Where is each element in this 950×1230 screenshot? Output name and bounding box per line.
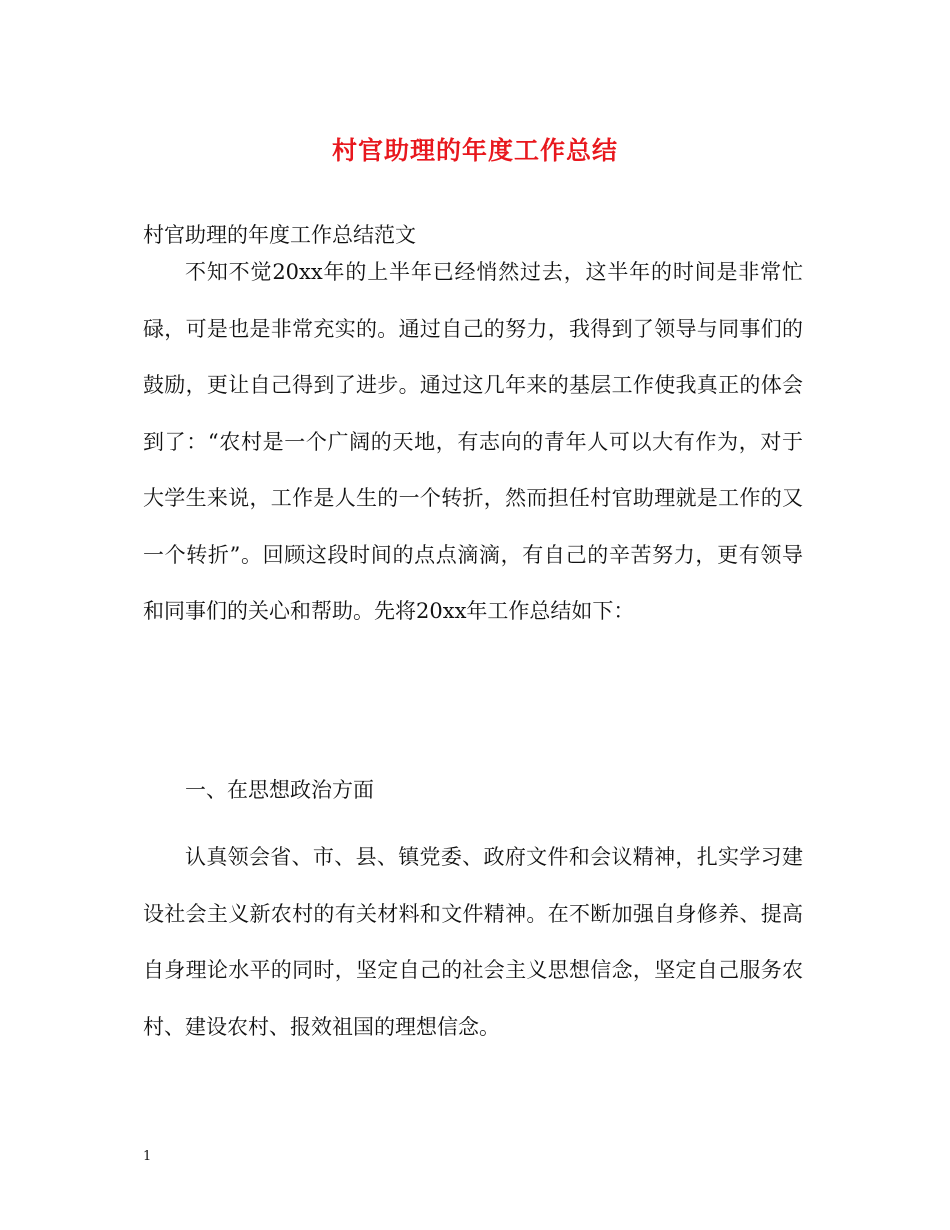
- section-heading-ideology: 一、在思想政治方面: [185, 778, 374, 802]
- document-title: 村官助理的年度工作总结: [331, 136, 618, 165]
- paragraph-intro: 不知不觉20xx年的上半年已经悄然过去，这半年的时间是非常忙碌，可是也是非常充实的。通过自己的努力，我得到了领导与同事们的鼓励，更让自己得到了进步。通过这几年来的基层工作使我真正的体会到了：“农村是一个广阔的天地，有志向的青年人可以大有作为，对于大学生来说，工作是人生的一个转折，然而担任村官助理就是工作的又一个转折”。回顾这段时间的点点滴滴，有自己的辛苦努力，更有领导和同事们的关心和帮助。先将20xx年工作总结如下：: [143, 260, 803, 623]
- page-number: 1: [143, 1149, 152, 1164]
- document-subtitle: 村官助理的年度工作总结范文: [143, 223, 416, 247]
- paragraph-ideology: 认真领会省、市、县、镇党委、政府文件和会议精神，扎实学习建设社会主义新农村的有关材料和文件精神。在不断加强自身修养、提高自身理论水平的同时，坚定自己的社会主义思想信念，坚定自己服务农村、建设农村、报效祖国的理想信念。: [143, 845, 803, 1039]
